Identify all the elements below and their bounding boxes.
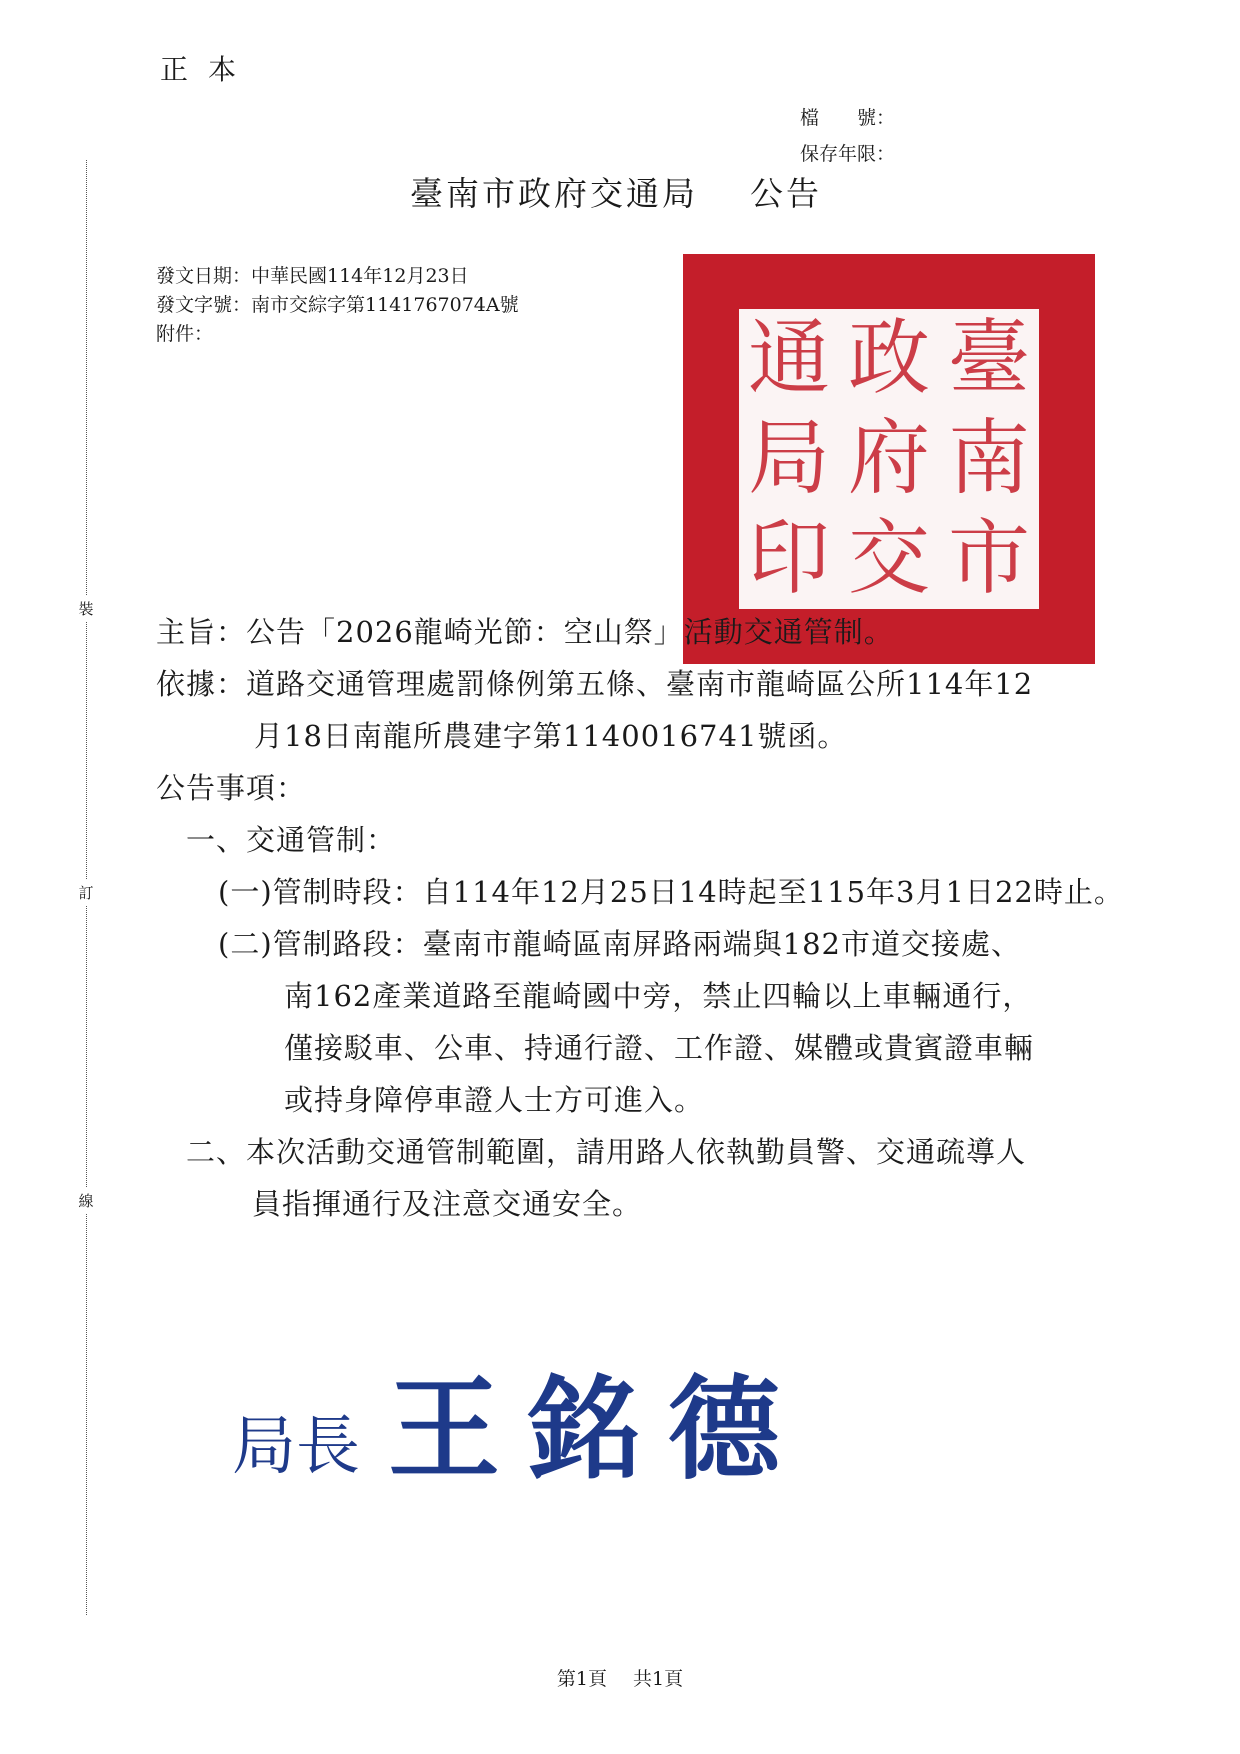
control-section-line-3: 僅接駁車、公車、持通行證、工作證、媒體或貴賓證車輛: [284, 1031, 1035, 1065]
file-meta: [800, 100, 895, 172]
basis-line-1: 依據：道路交通管理處罰條例第五條、臺南市龍崎區公所114年12: [156, 667, 1034, 701]
binding-mark-bottom: 線: [78, 1188, 93, 1213]
control-section-line-1: (二)管制路段：臺南市龍崎區南屏路兩端與182市道交接處、: [218, 927, 1021, 961]
notice-heading: 公告事項：: [156, 771, 307, 805]
subject: 主旨：公告「2026龍崎光節：空山祭」活動交通管制。: [156, 615, 894, 649]
document-title: [410, 168, 822, 215]
signature-title: 局長: [232, 1410, 360, 1484]
seal-char: 臺: [947, 311, 1030, 406]
seal-char: 市: [947, 511, 1030, 606]
section-2-line-1: 二、本次活動交通管制範圍，請用路人依執勤員警、交通疏導人: [186, 1135, 1027, 1169]
document-type: 公告: [750, 174, 822, 213]
file-number-label: 檔 號：: [800, 107, 896, 129]
control-section-line-2: 南162產業道路至龍崎國中旁，禁止四輪以上車輛通行，: [284, 979, 1033, 1013]
issue-number: 發文字號：南市交綜字第1141767074A號: [156, 294, 519, 316]
page-number: 第1頁 共1頁: [556, 1668, 684, 1690]
attachment-label: 附件：: [156, 323, 214, 345]
seal-char: 局: [747, 411, 830, 506]
signature-name: 王銘德: [388, 1364, 808, 1495]
seal-char: 府: [847, 411, 930, 506]
agency-name: 臺南市政府交通局: [410, 174, 698, 213]
control-period: (一)管制時段：自114年12月25日14時起至115年3月1日22時止。: [218, 875, 1124, 909]
director-signature: [232, 1340, 808, 1501]
notice-body: [156, 606, 1124, 1230]
retention-label: 保存年限：: [800, 143, 896, 165]
seal-inner: [739, 309, 1039, 609]
binding-mark-top: 裝: [78, 596, 93, 621]
section-1-title: 一、交通管制：: [186, 823, 397, 857]
copy-label: 正本: [160, 53, 257, 86]
seal-char: 南: [947, 411, 1030, 506]
seal-char: 通: [747, 311, 830, 406]
issue-info: [156, 262, 519, 349]
control-section-line-4: 或持身障停車證人士方可進入。: [284, 1083, 705, 1117]
seal-char: 印: [747, 511, 830, 606]
issue-date: 發文日期：中華民國114年12月23日: [156, 265, 469, 287]
seal-char: 交: [847, 511, 930, 606]
seal-char: 政: [847, 311, 930, 406]
binding-mark-middle: 訂: [78, 880, 93, 905]
section-2-line-2: 員指揮通行及注意交通安全。: [252, 1187, 643, 1221]
official-seal: [683, 254, 1095, 664]
basis-line-2: 月18日南龍所農建字第1140016741號函。: [254, 719, 848, 753]
